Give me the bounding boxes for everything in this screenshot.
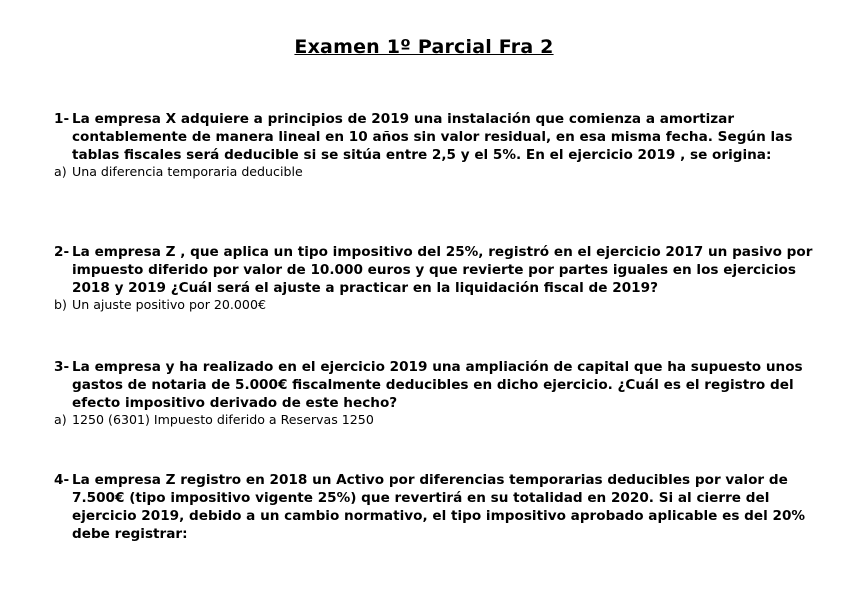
question-2-number: 2- bbox=[54, 244, 70, 260]
question-4-text: 4- La empresa Z registro en 2018 un Activo por diferencias temporarias deducibles por valor de 7.500€ (tipo impositivo vigente 25%) que revertirá en su totalidad en 2020. Si al cierre del ejercicio 2019, debido a un cambio normativo, el tipo impositivo aprobado aplicable es del 20% debe registrar: bbox=[54, 472, 806, 542]
question-3 bbox=[54, 358, 824, 428]
question-1-text: 1- La empresa X adquiere a principios de 2019 una instalación que comienza a amortizar contablemente de manera lineal en 10 años sin valor residual, en esa misma fecha. Según las tablas fiscales será deducible si se sitúa entre 2,5 y el 5%. En el ejercicio 2019 , se origina: bbox=[54, 111, 793, 163]
question-4 bbox=[54, 471, 824, 543]
question-2 bbox=[54, 243, 824, 313]
question-3-answer bbox=[54, 412, 824, 428]
answer-letter: a) bbox=[54, 164, 67, 179]
answer-text: Una diferencia temporaria deducible bbox=[72, 164, 303, 179]
answer-letter: b) bbox=[54, 297, 67, 312]
question-4-number: 4- bbox=[54, 472, 70, 488]
question-2-text: 2- La empresa Z , que aplica un tipo impositivo del 25%, registró en el ejercicio 2017 un pasivo por impuesto diferido por valor de 10.000 euros y que revierte por partes iguales en los ejercicios 2018 y 2019 ¿Cuál será el ajuste a practicar en la liquidación fiscal de 2019? bbox=[54, 244, 813, 296]
answer-letter: a) bbox=[54, 412, 67, 427]
question-1-answer bbox=[54, 164, 824, 180]
question-1-number: 1- bbox=[54, 111, 70, 127]
question-2-answer bbox=[54, 297, 824, 313]
answer-text: 1250 (6301) Impuesto diferido a Reservas 1250 bbox=[72, 412, 374, 427]
answer-text: Un ajuste positivo por 20.000€ bbox=[72, 297, 266, 312]
document-title: Examen 1º Parcial Fra 2 bbox=[294, 36, 554, 58]
question-3-text: 3- La empresa y ha realizado en el ejercicio 2019 una ampliación de capital que ha supuesto unos gastos de notaria de 5.000€ fiscalmente deducibles en dicho ejercicio. ¿Cuál es el registro del efecto impositivo derivado de este hecho? bbox=[54, 359, 803, 411]
question-3-number: 3- bbox=[54, 359, 70, 375]
question-1 bbox=[54, 110, 824, 180]
